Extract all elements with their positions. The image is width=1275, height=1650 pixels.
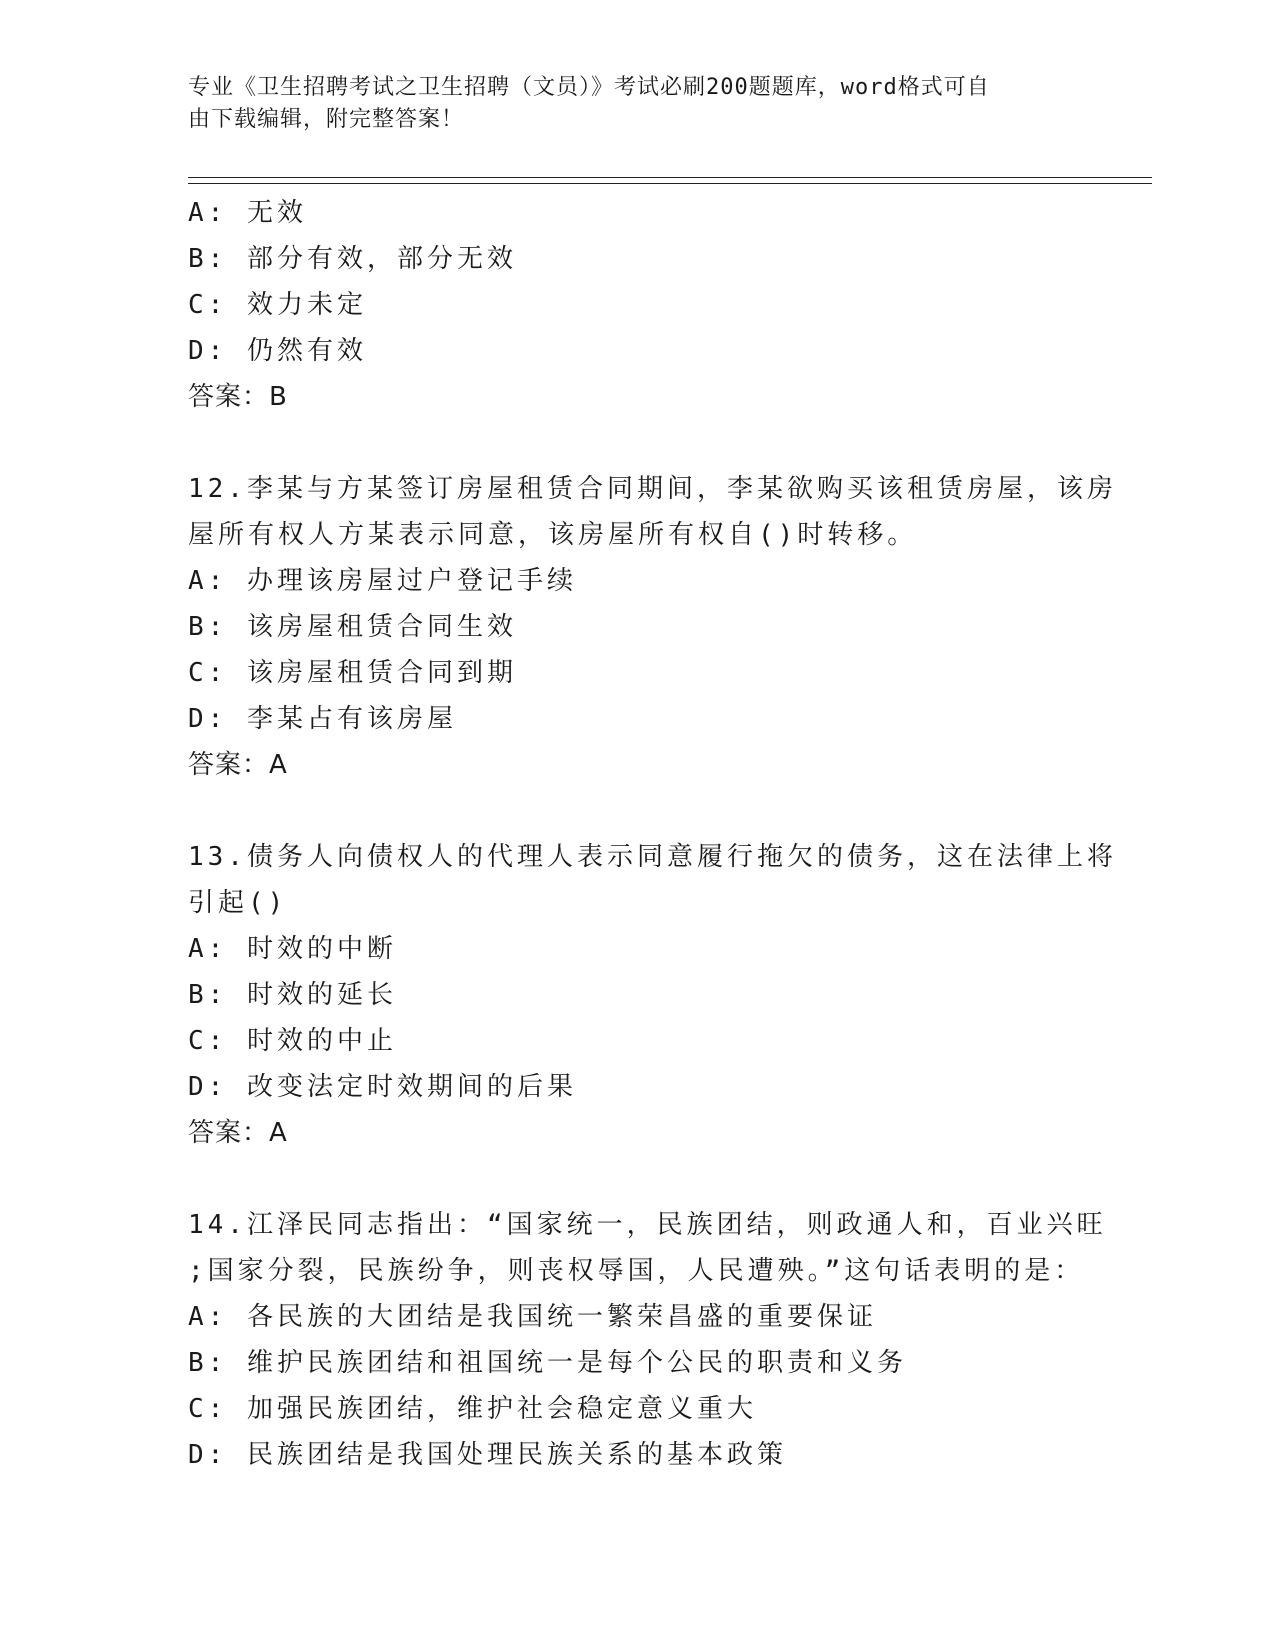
spacer <box>188 420 1088 466</box>
question-12 <box>188 466 1117 788</box>
question-text-line-2: 屋所有权人方某表示同意，该房屋所有权自()时转移。 <box>188 520 918 550</box>
answer-line: 答案：A <box>188 750 288 780</box>
option-b: B: 时效的延长 <box>188 980 397 1010</box>
answer-line: 答案：A <box>188 1118 288 1148</box>
question-text-line-1: 13.债务人向债权人的代理人表示同意履行拖欠的债务，这在法律上将 <box>188 842 1117 872</box>
option-a: A: 各民族的大团结是我国统一繁荣昌盛的重要保证 <box>188 1302 877 1332</box>
spacer <box>188 788 1088 834</box>
header-line-2: 由下载编辑，附完整答案！ <box>188 107 465 132</box>
document-header <box>188 72 1068 136</box>
option-b: B: 部分有效，部分无效 <box>188 244 517 274</box>
header-line-1: 专业《卫生招聘考试之卫生招聘（文员）》考试必刷200题题库，word格式可自 <box>188 75 990 100</box>
question-text-line-1: 14.江泽民同志指出：“国家统一，民族团结，则政通人和，百业兴旺 <box>188 1210 1107 1240</box>
question-text-line-2: ;国家分裂，民族纷争，则丧权辱国，人民遭殃。”这句话表明的是： <box>188 1256 1085 1286</box>
option-a: A: 办理该房屋过户登记手续 <box>188 566 577 596</box>
option-b: B: 维护民族团结和祖国统一是每个公民的职责和义务 <box>188 1348 907 1378</box>
option-d: D: 民族团结是我国处理民族关系的基本政策 <box>188 1440 787 1470</box>
option-b: B: 该房屋租赁合同生效 <box>188 612 517 642</box>
question-13 <box>188 834 1117 1156</box>
option-d: D: 改变法定时效期间的后果 <box>188 1072 577 1102</box>
answer-line: 答案：B <box>188 382 288 412</box>
option-d: D: 李某占有该房屋 <box>188 704 457 734</box>
header-divider-top <box>188 177 1152 178</box>
question-11 <box>188 190 1088 420</box>
option-c: C: 加强民族团结，维护社会稳定意义重大 <box>188 1394 757 1424</box>
option-c: C: 该房屋租赁合同到期 <box>188 658 517 688</box>
question-list <box>188 190 1117 1478</box>
question-14 <box>188 1202 1107 1478</box>
spacer <box>188 1156 1088 1202</box>
option-a: A: 时效的中断 <box>188 934 397 964</box>
header-divider-bottom <box>188 183 1152 184</box>
option-c: C: 时效的中止 <box>188 1026 397 1056</box>
option-d: D: 仍然有效 <box>188 336 367 366</box>
question-text-line-2: 引起() <box>188 888 288 918</box>
option-a: A: 无效 <box>188 198 307 228</box>
option-c: C: 效力未定 <box>188 290 367 320</box>
question-text-line-1: 12.李某与方某签订房屋租赁合同期间，李某欲购买该租赁房屋，该房 <box>188 474 1117 504</box>
